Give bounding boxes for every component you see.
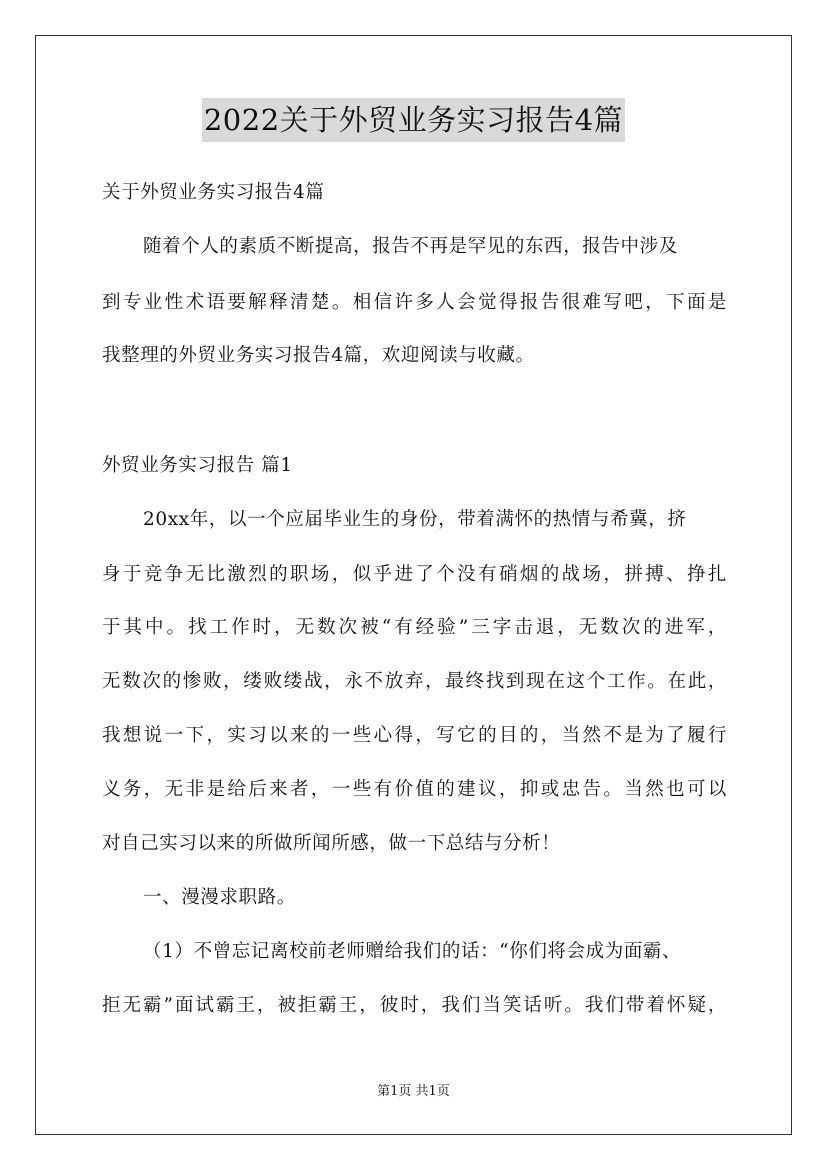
item-line: 拒无霸”面试霸王，被拒霸王，彼时，我们当笑话听。我们带着怀疑，	[102, 995, 727, 1016]
body-line: 身于竞争无比激烈的职场，似乎进了个没有硝烟的战场，拼搏、挣扎	[102, 564, 727, 585]
intro-line: 随着个人的素质不断提高，报告不再是罕见的东西，报告中涉及	[143, 236, 678, 257]
body-line: 20xx年，以一个应届毕业生的身份，带着满怀的热情与希冀，挤	[143, 509, 687, 530]
body-line: 我想说一下，实习以来的一些心得，写它的目的，当然不是为了履行	[102, 725, 727, 746]
body-line: 无数次的惨败，缕败缕战，永不放弃，最终找到现在这个工作。在此，	[102, 671, 727, 692]
intro-line: 我整理的外贸业务实习报告4篇，欢迎阅读与收藏。	[102, 345, 535, 366]
intro-line: 到专业性术语要解释清楚。相信许多人会觉得报告很难写吧，下面是	[102, 292, 727, 313]
section-heading: 外贸业务实习报告 篇1	[102, 455, 293, 476]
subheading: 一、漫漫求职路。	[143, 887, 296, 908]
page-footer: 第1页 共1页	[377, 1084, 450, 1099]
body-line: 对自己实习以来的所做所闻所感，做一下总结与分析！	[102, 833, 561, 854]
document-subtitle: 关于外贸业务实习报告4篇	[102, 182, 325, 203]
title-container	[0, 98, 827, 142]
body-line: 于其中。找工作时，无数次被“有经验”三字击退，无数次的进军，	[102, 617, 727, 638]
body-line: 义务，无非是给后来者，一些有价值的建议，抑或忠告。当然也可以	[102, 779, 727, 800]
document-title: 2022关于外贸业务实习报告4篇	[202, 98, 625, 142]
item-line: （1）不曾忘记离校前老师赠给我们的话：“你们将会成为面霸、	[143, 941, 682, 962]
